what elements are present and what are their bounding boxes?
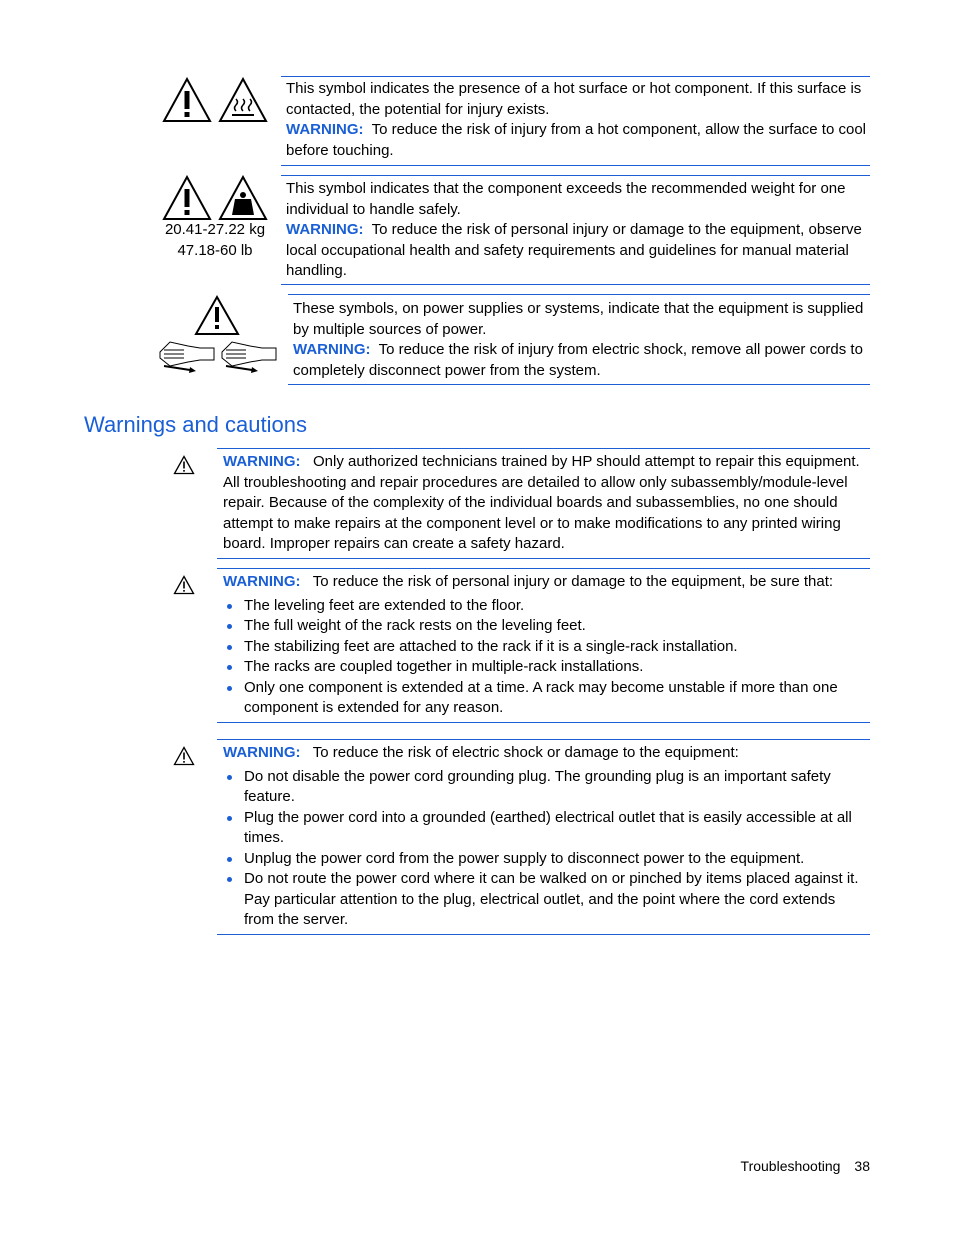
power-sources-description: These symbols, on power supplies or systems, indicate that the equipment is supplied by multiple sources of power. <box>293 300 864 338</box>
hot-surface-description: This symbol indicates the presence of a hot surface or hot component. If this surface is contacted, the potential for injury exists. <box>286 80 862 118</box>
rule-top <box>217 448 870 449</box>
warning-text: To reduce the risk of personal injury or damage to the equipment, observe local occupational health and safety requirements and guidelines for manual material handling. <box>286 221 862 279</box>
warning-label: WARNING: <box>293 341 371 358</box>
hot-surface-warning <box>286 120 866 161</box>
rule-bottom <box>281 284 870 285</box>
warning-label: WARNING: <box>286 221 364 238</box>
rule-bottom <box>281 165 870 166</box>
rule-top <box>217 739 870 740</box>
section-title: Warnings and cautions <box>84 412 307 437</box>
page-number: 38 <box>854 1158 870 1174</box>
warning-text: To reduce the risk of injury from a hot component, allow the surface to cool before touching. <box>286 121 866 159</box>
warning-text: To reduce the risk of personal injury or damage to the equipment, be sure that: <box>312 573 834 590</box>
caution-triangle-icon <box>173 575 195 600</box>
list-item: Plug the power cord into a grounded (earthed) electrical outlet that is easily accessible at all times. <box>223 808 868 849</box>
caution-triangle-icon <box>173 455 195 480</box>
warning-triangle-icon <box>162 77 212 128</box>
rule-bottom <box>217 722 870 723</box>
warning-3 <box>223 743 868 931</box>
list-item: The full weight of the rack rests on the leveling feet. <box>223 616 868 637</box>
weight-range <box>155 220 275 261</box>
rule-top <box>288 294 870 295</box>
rule-top <box>281 76 870 77</box>
power-sources-icon <box>156 294 280 379</box>
rule-top <box>281 175 870 176</box>
rule-bottom <box>288 384 870 385</box>
page-footer <box>741 1158 870 1174</box>
list-item: Only one component is extended at a time. A rack may become unstable if more than one component is extended for any reason. <box>223 678 868 719</box>
warning-text: To reduce the risk of electric shock or damage to the equipment: <box>312 744 739 761</box>
list-item: Do not route the power cord where it can be walked on or pinched by items placed against it. Pay particular attention to the plug, electrical outlet, and the point where the cord extends from the server. <box>223 869 868 931</box>
footer-section: Troubleshooting <box>740 1158 841 1174</box>
warning-label: WARNING: <box>223 453 301 470</box>
list-item: Do not disable the power cord grounding plug. The grounding plug is an important safety feature. <box>223 767 868 808</box>
warning-triangle-icon <box>162 175 212 226</box>
bullet-list <box>223 596 868 719</box>
caution-triangle-icon <box>173 746 195 771</box>
power-sources-warning <box>293 340 866 381</box>
heavy-weight-icon <box>218 175 268 226</box>
rule-bottom <box>217 934 870 935</box>
warning-label: WARNING: <box>286 121 364 138</box>
weight-description: This symbol indicates that the component exceeds the recommended weight for one individual to handle safely. <box>286 180 846 218</box>
list-item: The racks are coupled together in multiple-rack installations. <box>223 657 868 678</box>
rule-bottom <box>217 558 870 559</box>
power-sources-block <box>293 299 866 381</box>
hot-surface-block <box>286 79 866 161</box>
weight-lb: 47.18-60 lb <box>177 241 253 259</box>
warning-1 <box>223 452 868 555</box>
weight-kg: 20.41-27.22 kg <box>164 221 266 238</box>
warning-text: Only authorized technicians trained by HP should attempt to repair this equipment. All troubleshooting and repair procedures are detailed to allow only subassembly/module-level repair. Because of the complexity of the individual boards and subassemblies, no one should attempt to make repairs at the component level or to make modifications to any printed wiring board. Improper repairs can create a safety hazard. <box>223 453 860 552</box>
warning-2 <box>223 572 868 719</box>
warning-label: WARNING: <box>223 573 301 590</box>
bullet-list <box>223 767 868 931</box>
warning-label: WARNING: <box>223 744 301 761</box>
hot-surface-icon <box>218 77 268 128</box>
list-item: The stabilizing feet are attached to the rack if it is a single-rack installation. <box>223 637 868 658</box>
weight-warning <box>286 220 866 282</box>
list-item: The leveling feet are extended to the floor. <box>223 596 868 617</box>
list-item: Unplug the power cord from the power supply to disconnect power to the equipment. <box>223 849 868 870</box>
weight-block <box>286 179 866 282</box>
rule-top <box>217 568 870 569</box>
warning-text: To reduce the risk of injury from electric shock, remove all power cords to completely disconnect power from the system. <box>293 341 863 379</box>
